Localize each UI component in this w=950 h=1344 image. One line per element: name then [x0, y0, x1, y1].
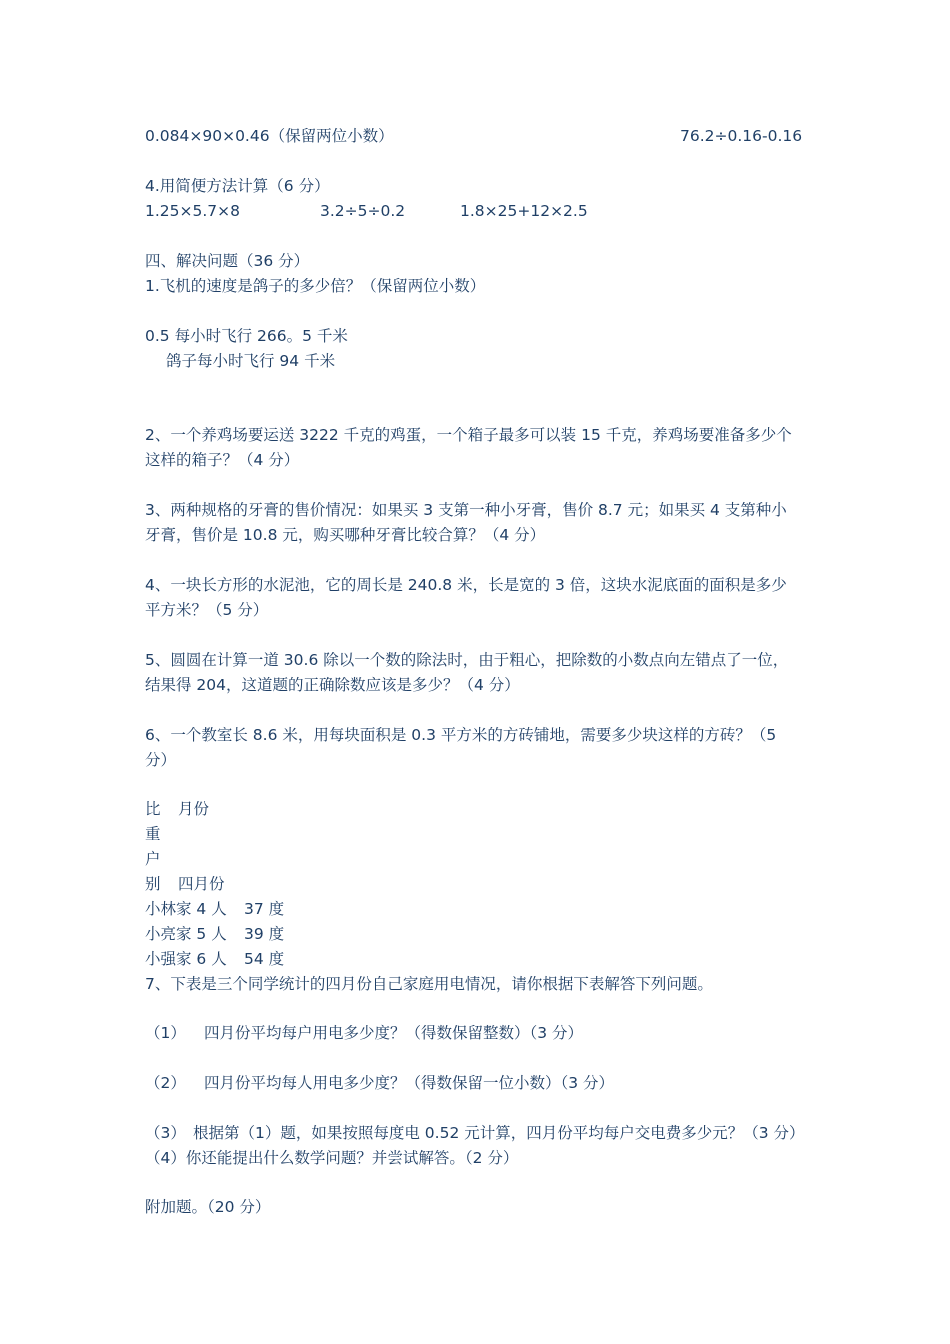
simplify-item-1: 1.25×5.7×8 — [145, 202, 240, 220]
question-4-line-2: 平方米？（5 分） — [145, 601, 269, 619]
table-header-corner: 比 — [145, 800, 161, 818]
sub-question-2-text: 四月份平均每人用电多少度？（得数保留一位小数）（3 分） — [204, 1074, 615, 1092]
question-1-info-1: 0.5 每小时飞行 266。5 千米 — [145, 327, 348, 345]
table-row-usage: 37 度 — [244, 900, 285, 918]
table-row-usage: 54 度 — [244, 950, 285, 968]
question-2-line-1: 2、一个养鸡场要运送 3222 千克的鸡蛋，一个箱子最多可以装 15 千克，养鸡场要准备多少个 — [145, 426, 792, 444]
table-row-family: 小亮家 5 人 — [145, 925, 227, 943]
simplify-item-2: 3.2÷5÷0.2 — [320, 202, 406, 220]
question-2-line-2: 这样的箱子？（4 分） — [145, 451, 300, 469]
question-5-line-2: 结果得 204，这道题的正确除数应该是多少？（4 分） — [145, 676, 520, 694]
table-row-usage: 39 度 — [244, 925, 285, 943]
calc-expression-left: 0.084×90×0.46（保留两位小数） — [145, 127, 394, 145]
section-heading-problems: 四、解决问题（36 分） — [145, 252, 310, 270]
table-header-april: 四月份 — [178, 875, 225, 893]
sub-question-3-text: 根据第（1）题，如果按照每度电 0.52 元计算，四月份平均每户交电费多少元？（3 分） — [193, 1124, 805, 1142]
question-6-line-1: 6、一个教室长 8.6 米，用每块面积是 0.3 平方米的方砖铺地，需要多少块这样的方砖？（5 — [145, 726, 777, 744]
question-7-intro: 7、下表是三个同学统计的四月份自己家庭用电情况，请你根据下表解答下列问题。 — [145, 975, 713, 993]
question-3-line-2: 牙膏，售价是 10.8 元，购买哪种牙膏比较合算？（4 分） — [145, 526, 546, 544]
question-1-info-2: 鸽子每小时飞行 94 千米 — [166, 352, 336, 370]
bonus-heading: 附加题。（20 分） — [145, 1198, 271, 1216]
table-row-family: 小林家 4 人 — [145, 900, 227, 918]
question-5-line-1: 5、圆圆在计算一道 30.6 除以一个数的除法时，由于粗心，把除数的小数点向左错点了一位， — [145, 651, 789, 669]
question-4-line-1: 4、一块长方形的水泥池，它的周长是 240.8 米，长是宽的 3 倍，这块水泥底面的面积是多少 — [145, 576, 787, 594]
question-1: 1.飞机的速度是鸽子的多少倍？（保留两位小数） — [145, 277, 486, 295]
sub-question-1-number: （1） — [145, 1024, 186, 1042]
question-3-line-1: 3、两种规格的牙膏的售价情况：如果买 3 支第一种小牙膏，售价 8.7 元；如果买 4 支第种小 — [145, 501, 787, 519]
section-heading-simplify: 4.用简便方法计算（6 分） — [145, 177, 330, 195]
question-6-line-2: 分） — [145, 751, 177, 769]
sub-question-4: （4）你还能提出什么数学问题？并尝试解答。（2 分） — [145, 1149, 519, 1167]
simplify-item-3: 1.8×25+12×2.5 — [460, 202, 588, 220]
table-row-family: 小强家 6 人 — [145, 950, 227, 968]
calc-expression-right: 76.2÷0.16-0.16 — [680, 127, 803, 145]
sub-question-2-number: （2） — [145, 1074, 186, 1092]
table-header-char-1: 重 — [145, 825, 161, 843]
sub-question-1-text: 四月份平均每户用电多少度？（得数保留整数）（3 分） — [204, 1024, 584, 1042]
table-header-category: 别 — [145, 875, 161, 893]
sub-question-3-number: （3） — [145, 1124, 186, 1142]
table-header-char-2: 户 — [145, 850, 161, 868]
table-header-month: 月份 — [178, 800, 210, 818]
